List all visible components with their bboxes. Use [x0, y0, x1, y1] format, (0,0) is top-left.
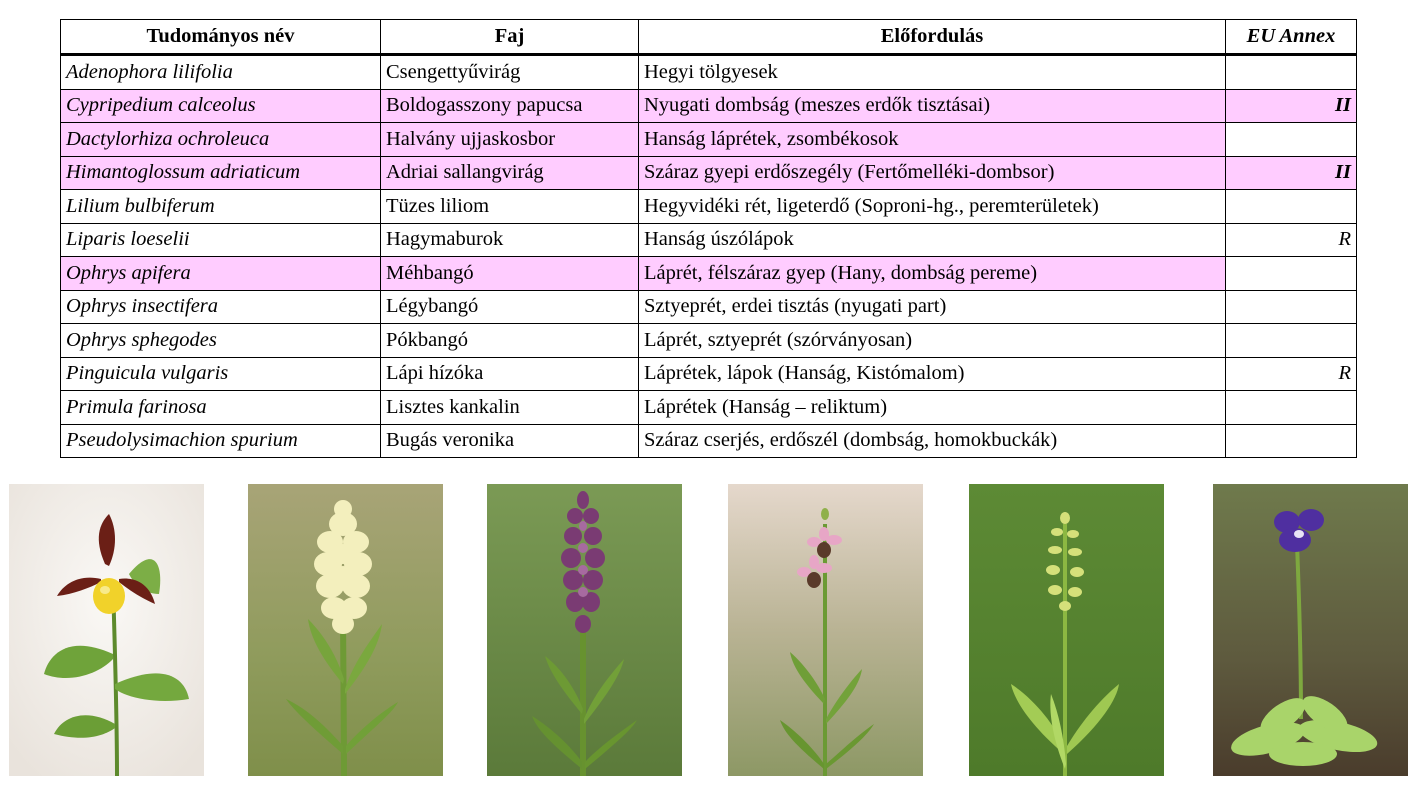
cell-species: Halvány ujjaskosbor — [381, 123, 639, 157]
purple-spike-orchid-icon — [487, 484, 682, 776]
cell-occurrence: Nyugati dombság (meszes erdők tisztásai) — [639, 89, 1226, 123]
photo-green-orchid — [969, 484, 1164, 776]
photo-purple-spike-orchid — [487, 484, 682, 776]
cell-scientific-name: Ophrys insectifera — [61, 290, 381, 324]
cell-occurrence: Láprét, sztyeprét (szórványosan) — [639, 324, 1226, 358]
cell-species: Lisztes kankalin — [381, 391, 639, 425]
cell-occurrence: Láprétek, lápok (Hanság, Kistómalom) — [639, 357, 1226, 391]
table-row — [61, 424, 1357, 458]
cell-species: Adriai sallangvirág — [381, 156, 639, 190]
cream-spike-orchid-icon — [248, 484, 443, 776]
cell-eu-annex — [1226, 257, 1357, 291]
pink-bee-orchid-icon — [728, 484, 923, 776]
cell-occurrence: Sztyeprét, erdei tisztás (nyugati part) — [639, 290, 1226, 324]
cell-scientific-name: Adenophora lilifolia — [61, 55, 381, 90]
cell-species: Bugás veronika — [381, 424, 639, 458]
cell-species: Méhbangó — [381, 257, 639, 291]
cell-occurrence: Száraz gyepi erdőszegély (Fertőmelléki-dombsor) — [639, 156, 1226, 190]
cell-species: Tüzes liliom — [381, 190, 639, 224]
cell-species: Lápi hízóka — [381, 357, 639, 391]
cell-occurrence: Hegyi tölgyesek — [639, 55, 1226, 90]
photo-bee-orchid — [728, 484, 923, 776]
table-header-row — [61, 20, 1357, 55]
table-row — [61, 55, 1357, 90]
header-species: Faj — [381, 20, 639, 55]
table-row — [61, 123, 1357, 157]
cell-scientific-name: Ophrys apifera — [61, 257, 381, 291]
photo-pale-yellow-orchid — [248, 484, 443, 776]
photo-butterwort — [1213, 484, 1408, 776]
cell-eu-annex: R — [1226, 223, 1357, 257]
cell-eu-annex — [1226, 324, 1357, 358]
cell-eu-annex: II — [1226, 156, 1357, 190]
cell-eu-annex: II — [1226, 89, 1357, 123]
photo-strip — [0, 484, 1417, 777]
table-row — [61, 324, 1357, 358]
table-row — [61, 223, 1357, 257]
cell-species: Pókbangó — [381, 324, 639, 358]
photo-lady-slipper-orchid — [9, 484, 204, 776]
cell-occurrence: Láprétek (Hanság – reliktum) — [639, 391, 1226, 425]
cell-scientific-name: Lilium bulbiferum — [61, 190, 381, 224]
cell-scientific-name: Cypripedium calceolus — [61, 89, 381, 123]
cell-species: Hagymaburok — [381, 223, 639, 257]
cell-occurrence: Hanság láprétek, zsombékosok — [639, 123, 1226, 157]
table-row — [61, 357, 1357, 391]
cell-eu-annex — [1226, 190, 1357, 224]
table-row — [61, 89, 1357, 123]
cell-occurrence: Hegyvidéki rét, ligeterdő (Soproni-hg., peremterületek) — [639, 190, 1226, 224]
green-flowered-orchid-icon — [969, 484, 1164, 776]
table-row — [61, 257, 1357, 291]
cell-species: Csengettyűvirág — [381, 55, 639, 90]
table-row — [61, 290, 1357, 324]
table-row — [61, 391, 1357, 425]
cell-scientific-name: Dactylorhiza ochroleuca — [61, 123, 381, 157]
cell-eu-annex — [1226, 55, 1357, 90]
header-scientific-name: Tudományos név — [61, 20, 381, 55]
cell-scientific-name: Ophrys sphegodes — [61, 324, 381, 358]
cell-eu-annex — [1226, 123, 1357, 157]
cell-eu-annex — [1226, 391, 1357, 425]
table-row — [61, 156, 1357, 190]
yellow-slipper-orchid-icon — [9, 484, 204, 776]
cell-occurrence: Száraz cserjés, erdőszél (dombság, homokbuckák) — [639, 424, 1226, 458]
cell-scientific-name: Pinguicula vulgaris — [61, 357, 381, 391]
species-table — [60, 19, 1357, 458]
header-eu-annex: EU Annex — [1226, 20, 1357, 55]
cell-scientific-name: Primula farinosa — [61, 391, 381, 425]
cell-scientific-name: Liparis loeselii — [61, 223, 381, 257]
cell-occurrence: Hanság úszólápok — [639, 223, 1226, 257]
cell-species: Boldogasszony papucsa — [381, 89, 639, 123]
cell-eu-annex: R — [1226, 357, 1357, 391]
violet-butterwort-icon — [1213, 484, 1408, 776]
cell-scientific-name: Himantoglossum adriaticum — [61, 156, 381, 190]
cell-scientific-name: Pseudolysimachion spurium — [61, 424, 381, 458]
cell-eu-annex — [1226, 290, 1357, 324]
cell-eu-annex — [1226, 424, 1357, 458]
cell-species: Légybangó — [381, 290, 639, 324]
table-row — [61, 190, 1357, 224]
header-occurrence: Előfordulás — [639, 20, 1226, 55]
cell-occurrence: Láprét, félszáraz gyep (Hany, dombság pereme) — [639, 257, 1226, 291]
